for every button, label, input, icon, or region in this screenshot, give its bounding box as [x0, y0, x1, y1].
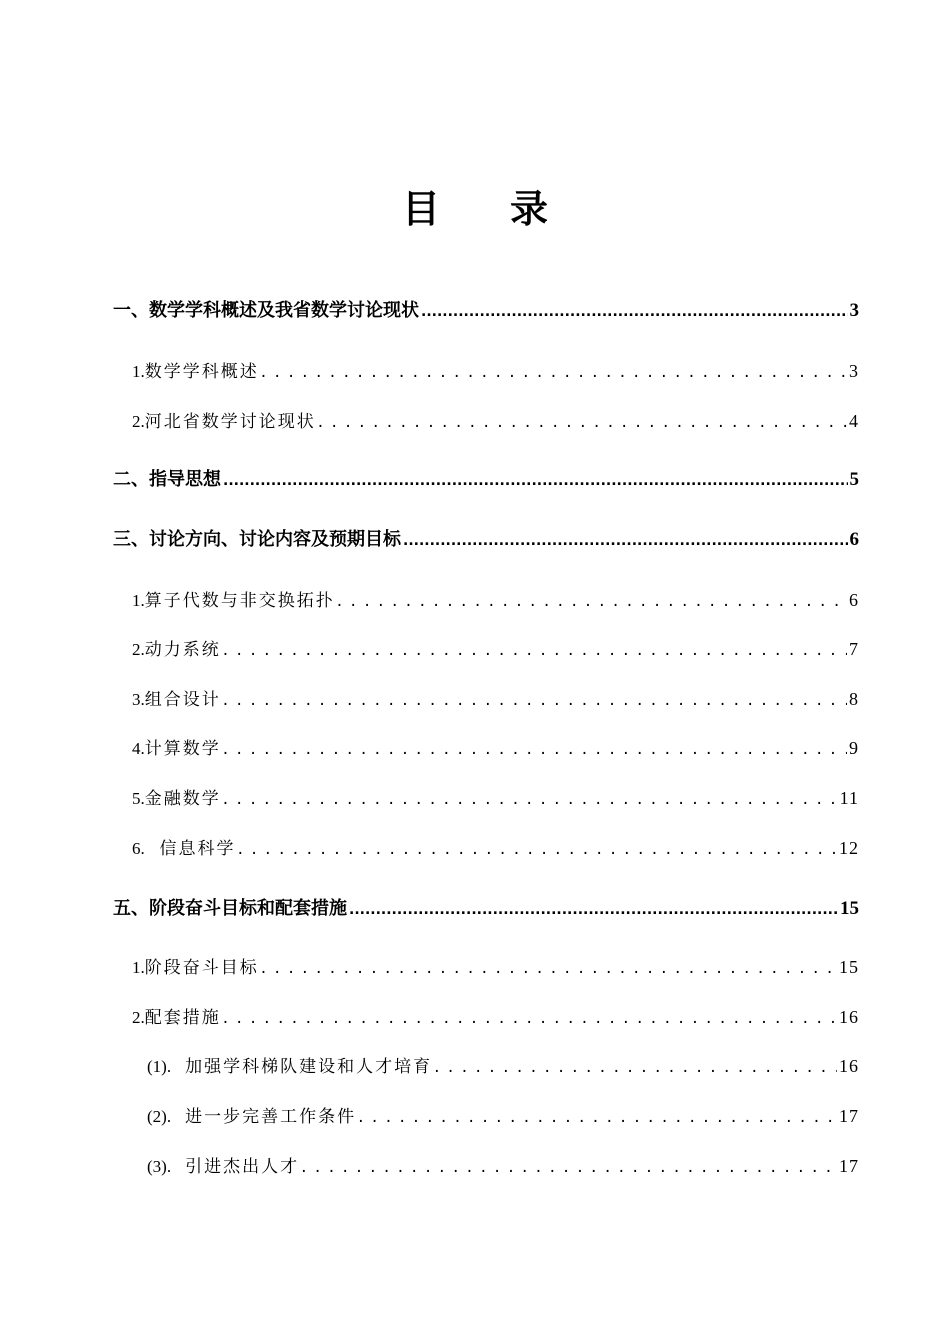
dot-leader	[223, 690, 847, 710]
toc-page-number: 15	[840, 898, 859, 919]
toc-entry[interactable]	[132, 784, 859, 809]
toc-page-number: 6	[849, 529, 859, 550]
toc-entry[interactable]	[147, 1052, 859, 1077]
toc-entry[interactable]	[132, 685, 859, 710]
toc-entry-number: 1.	[132, 591, 145, 610]
dot-leader	[261, 958, 837, 978]
toc-entry[interactable]	[113, 296, 859, 322]
toc-page-number: 17	[839, 1106, 859, 1126]
toc-page-number: 16	[839, 1056, 859, 1076]
dot-leader	[358, 1107, 837, 1127]
toc-entry-text: 信息科学	[144, 839, 236, 859]
toc-entry-number: (1).	[147, 1057, 172, 1076]
toc-entry-text: 进一步完善工作条件	[185, 1107, 357, 1127]
toc-entry-number: 1.	[132, 958, 145, 977]
toc-entry-number: 6.	[132, 839, 145, 858]
toc-entry-label	[147, 1102, 356, 1127]
toc-entry-text: 金融数学	[144, 789, 221, 809]
toc-entry-text: 河北省数学讨论现状	[144, 412, 316, 432]
toc-page-number: 3	[849, 300, 859, 321]
toc-entry-number: (2).	[147, 1107, 172, 1126]
toc-entry-text: 算子代数与非交换拓扑	[144, 591, 335, 611]
toc-entry-label: 五、阶段奋斗目标和配套措施	[113, 898, 347, 919]
toc-entry[interactable]	[132, 1003, 859, 1028]
toc-entry-label	[132, 784, 221, 809]
dot-leader	[337, 591, 847, 611]
toc-entry-label: 二、指导思想	[113, 469, 221, 490]
toc-entry[interactable]	[113, 525, 859, 551]
dot-leader	[349, 898, 838, 919]
toc-entry-label: 三、讨论方向、讨论内容及预期目标	[113, 529, 401, 550]
toc-page-number: 15	[839, 957, 859, 977]
title-char-1: 目	[401, 187, 440, 231]
title-char-2: 录	[510, 187, 549, 231]
toc-entry[interactable]	[132, 834, 859, 859]
toc-entry-text: 动力系统	[144, 640, 221, 660]
toc-entry[interactable]	[147, 1102, 859, 1127]
toc-entry[interactable]	[113, 894, 859, 920]
toc-entry-number: 1.	[132, 362, 145, 381]
toc-entry-number: 2.	[132, 1008, 145, 1027]
toc-entry-number: (3).	[147, 1157, 172, 1176]
dot-leader	[223, 739, 847, 759]
toc-entry-label	[132, 1003, 221, 1028]
toc-entry-label	[147, 1052, 432, 1077]
dot-leader	[223, 469, 848, 490]
dot-leader	[223, 640, 847, 660]
toc-entry-label	[132, 685, 221, 710]
toc-page-number: 17	[839, 1156, 859, 1176]
toc-page-number: 9	[849, 738, 859, 758]
dot-leader	[434, 1057, 837, 1077]
toc-entry[interactable]	[147, 1152, 859, 1177]
toc-page-number: 5	[849, 469, 859, 490]
toc-entry[interactable]	[132, 635, 859, 660]
toc-entry-text: 阶段奋斗目标	[144, 958, 259, 978]
toc-entry-label	[132, 734, 221, 759]
toc-entry-label	[132, 357, 259, 382]
toc-entry-label	[132, 953, 259, 978]
toc-entry[interactable]	[132, 734, 859, 759]
toc-page-number: 3	[849, 361, 859, 381]
dot-leader	[318, 412, 847, 432]
toc-entry-number: 3.	[132, 690, 145, 709]
toc-page-number: 11	[839, 788, 859, 808]
toc-page-number: 7	[849, 639, 859, 659]
toc-entry[interactable]	[132, 953, 859, 978]
toc-page-number: 12	[839, 838, 859, 858]
toc-entry-text: 引进杰出人才	[185, 1157, 300, 1177]
toc-entry[interactable]	[132, 357, 859, 382]
dot-leader	[301, 1157, 837, 1177]
toc-entry-number: 4.	[132, 739, 145, 758]
toc-entry-label	[132, 635, 221, 660]
toc-page-number: 4	[849, 411, 859, 431]
dot-leader	[403, 529, 848, 550]
toc-entry-text: 配套措施	[144, 1008, 221, 1028]
toc-entry[interactable]	[113, 465, 859, 491]
dot-leader	[238, 839, 837, 859]
toc-entry-number: 2.	[132, 640, 145, 659]
toc-entry-text: 组合设计	[144, 690, 221, 710]
toc-page-number: 16	[839, 1007, 859, 1027]
dot-leader	[421, 300, 848, 321]
toc-entry-text: 数学学科概述	[144, 362, 259, 382]
toc-entry-number: 5.	[132, 789, 145, 808]
toc-entry[interactable]	[132, 586, 859, 611]
toc-entry-text: 计算数学	[144, 739, 221, 759]
dot-leader	[261, 362, 847, 382]
toc-entry-label: 一、数学学科概述及我省数学讨论现状	[113, 300, 419, 321]
dot-leader	[223, 789, 838, 809]
toc-entry-label	[132, 586, 335, 611]
toc-entry[interactable]	[132, 407, 859, 432]
toc-page-number: 8	[849, 689, 859, 709]
toc-entry-text: 加强学科梯队建设和人才培育	[185, 1057, 433, 1077]
toc-entry-label	[132, 834, 236, 859]
toc-entry-label	[147, 1152, 299, 1177]
page-title	[0, 178, 950, 233]
toc-page-number: 6	[849, 590, 859, 610]
toc-entry-label	[132, 407, 316, 432]
toc-entry-number: 2.	[132, 412, 145, 431]
dot-leader	[223, 1008, 837, 1028]
